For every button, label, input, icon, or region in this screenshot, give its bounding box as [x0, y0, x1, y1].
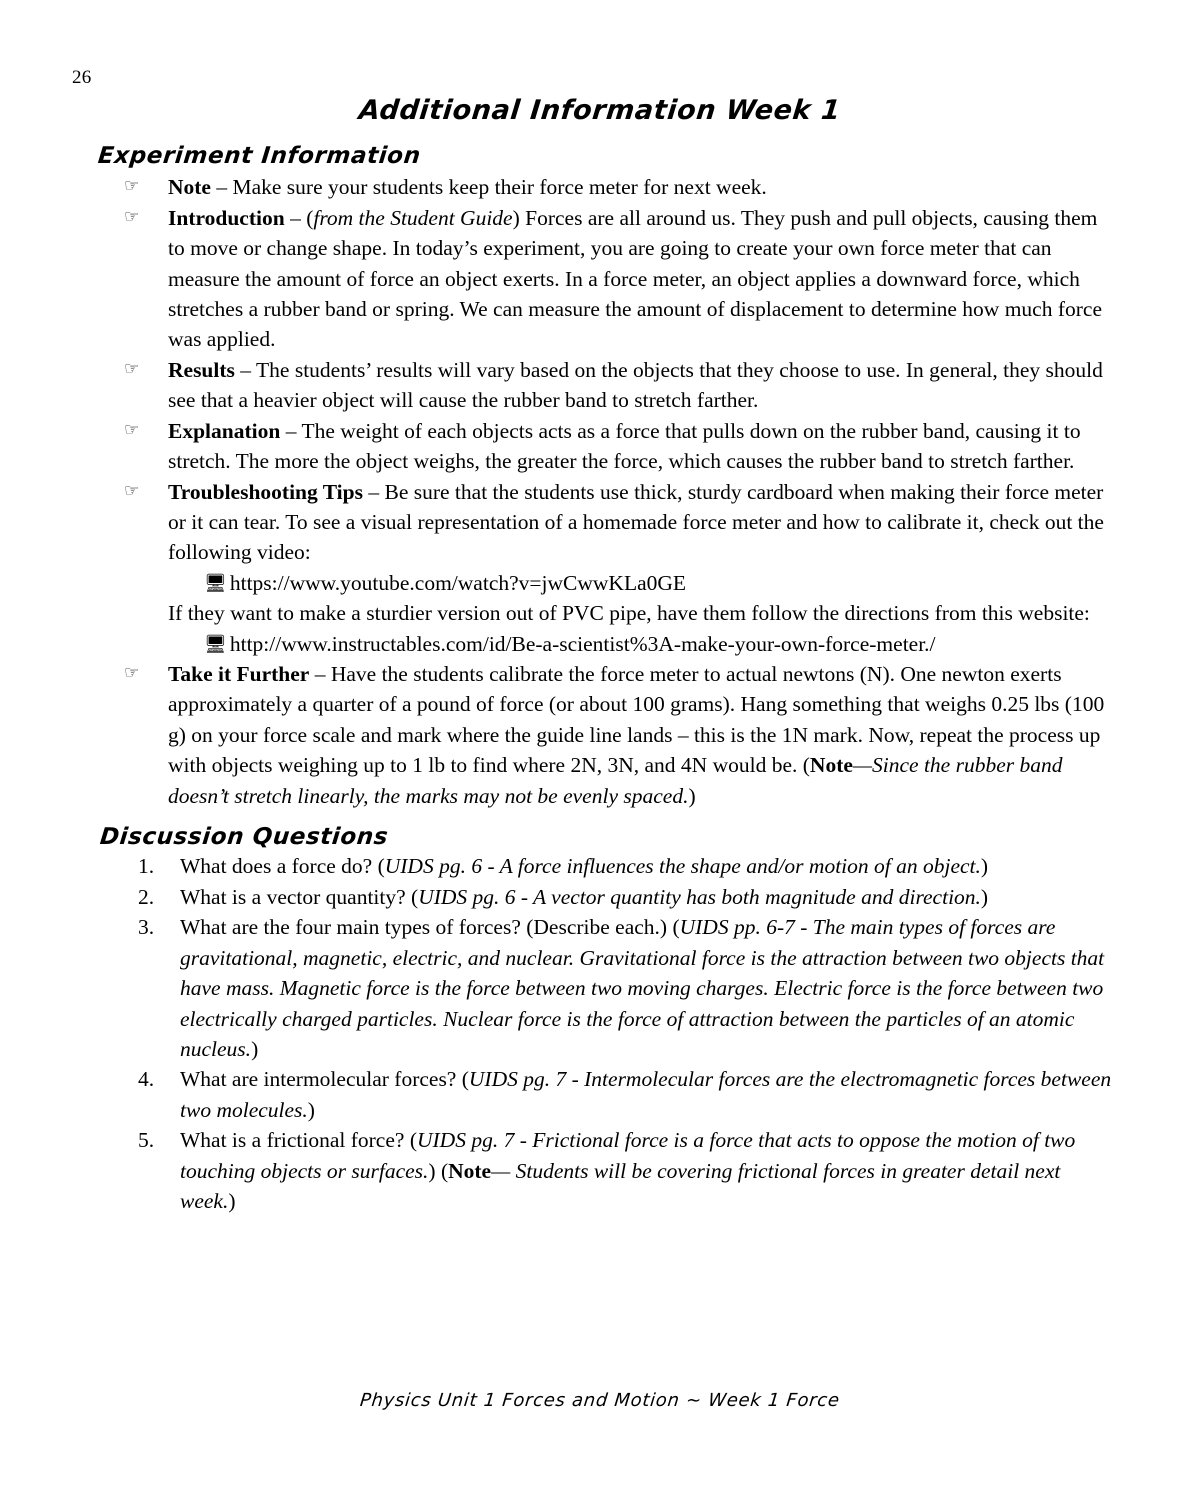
- troubleshooting-followup-paragraph: If they want to make a sturdier version out of PVC pipe, have them follow the directions from this website:: [168, 601, 1090, 626]
- computer-monitor-icon: 🖥: [204, 572, 227, 594]
- list-item-troubleshooting-tips: [96, 477, 1112, 568]
- question-5-text: What is a frictional force? (: [180, 1128, 417, 1153]
- page-title-text: Additional Information Week 1: [357, 95, 843, 126]
- website-link-line[interactable]: [96, 629, 1112, 659]
- experiment-information-list: [96, 172, 1112, 567]
- video-link-line[interactable]: [96, 568, 1112, 598]
- list-item-take-it-further-note-label: Note: [809, 753, 853, 778]
- list-item-introduction-dash: – (: [284, 205, 314, 230]
- list-item-question-1: [96, 851, 1112, 881]
- list-item-introduction-source: from the Student Guide: [313, 205, 513, 230]
- section-spacer: [96, 811, 1112, 824]
- list-item-question-5: [96, 1125, 1112, 1216]
- list-item-note: [96, 172, 1112, 202]
- question-5-citation: UIDS pg. 7 - Frictional force is a force that acts to oppose the motion of two touching objects or surfaces.: [180, 1128, 1076, 1183]
- list-item-take-it-further-dash: –: [309, 662, 331, 687]
- list-item-troubleshooting-label: Troubleshooting Tips: [168, 479, 363, 504]
- question-2-closing: ): [980, 884, 989, 909]
- video-url[interactable]: https://www.youtube.com/watch?v=jwCwwKLa0GE: [229, 570, 687, 595]
- question-5-note-italic: — Students will be covering frictional forces in greater detail next week.: [180, 1158, 1061, 1214]
- question-5-note-label: Note: [448, 1158, 492, 1183]
- list-item-question-3: [96, 912, 1112, 1064]
- list-item-question-4: [96, 1064, 1112, 1125]
- list-item-results-dash: –: [234, 357, 257, 382]
- list-item-troubleshooting-body: Be sure that the students use thick, sturdy cardboard when making their force meter or it can tear. To see a visual representation of a homemade force meter and how to calibrate it, check out the following video:: [168, 479, 1104, 565]
- question-3-citation: UIDS pp. 6-7 - The main types of forces are gravitational, magnetic, electric, and nuclear. Gravitational force is the attraction between two objects that have mass. Magnetic force is the force between two moving charges. Electric force is the force between two electrically charged particles. Nuclear force is the force of attraction between the particles of an atomic nucleus.: [180, 915, 1105, 1061]
- section-heading-experiment-information-text: Experiment Information: [96, 143, 423, 169]
- question-4-closing: ): [307, 1097, 315, 1122]
- page-title: [0, 96, 1200, 126]
- question-5-note-closing: ): [228, 1189, 236, 1214]
- question-4-text: What are intermolecular forces? (: [180, 1067, 469, 1092]
- section-heading-experiment-information: [98, 143, 1112, 169]
- list-item-explanation-body: The weight of each objects acts as a force that pulls down on the rubber band, causing it to stretch. The more the object weighs, the greater the force, which causes the rubber band to stretch farther.: [168, 418, 1081, 474]
- question-3-closing: ): [251, 1036, 259, 1061]
- list-item-explanation: [96, 416, 1112, 477]
- discussion-questions-list: [96, 851, 1112, 1216]
- list-item-note-body: Make sure your students keep their force meter for next week.: [232, 175, 767, 200]
- question-1-text: What does a force do? (: [180, 854, 385, 879]
- list-item-take-it-further-note-italic: —Since the rubber band doesn’t stretch linearly, the marks may not be evenly spaced.: [168, 753, 1063, 808]
- list-item-results: [96, 355, 1112, 416]
- page-number: 26: [72, 67, 92, 88]
- list-item-explanation-dash: –: [280, 418, 302, 443]
- list-item-note-label: Note: [168, 175, 211, 200]
- list-item-results-body: The students’ results will vary based on the objects that they choose to use. In general, they should see that a heavier object will cause the rubber band to stretch farther.: [168, 357, 1103, 413]
- list-item-explanation-label: Explanation: [168, 418, 281, 443]
- list-item-introduction-label: Introduction: [168, 205, 285, 230]
- document-content: [96, 143, 1112, 1217]
- question-4-citation: UIDS pg. 7 - Intermolecular forces are the electromagnetic forces between two molecules.: [180, 1067, 1112, 1122]
- page-footer: [0, 1390, 1200, 1412]
- section-heading-discussion-questions: [100, 824, 1112, 850]
- list-item-results-label: Results: [168, 357, 235, 382]
- question-3-text: What are the four main types of forces? (Describe each.) (: [180, 915, 680, 940]
- list-item-take-it-further: [96, 659, 1112, 811]
- computer-monitor-icon: 🖥: [204, 633, 227, 655]
- list-item-take-it-further-body1: Have the students calibrate the force meter to actual newtons (N). One newton exerts approximately a quarter of a pound of force (or about 100 grams). Hang something that weighs 0.25 lbs (100 g) on your force scale and mark where the guide line lands – this is the 1N mark. Now, repeat the process up with objects weighing up to 1 lb to find where 2N, 3N, and 4N would be. (: [168, 662, 1105, 778]
- experiment-information-list-continued: [96, 659, 1112, 811]
- pointing-hand-icon: ☞: [124, 176, 140, 197]
- website-url[interactable]: http://www.instructables.com/id/Be-a-scientist%3A-make-your-own-force-meter./: [229, 631, 936, 656]
- question-5-closing: ) (: [428, 1158, 449, 1183]
- question-1-citation: UIDS pg. 6 - A force influences the shape and/or motion of an object.: [384, 854, 981, 879]
- list-item-note-dash: –: [210, 175, 233, 200]
- list-item-take-it-further-label: Take it Further: [168, 662, 310, 687]
- list-item-introduction: [96, 203, 1112, 355]
- list-item-troubleshooting-dash: –: [362, 479, 385, 504]
- section-heading-discussion-questions-text: Discussion Questions: [98, 824, 390, 851]
- list-item-introduction-body: ) Forces are all around us. They push and pull objects, causing them to move or change shape. In today’s experiment, you are going to create your own force meter that can measure the amount of force an object exerts. In a force meter, an object applies a downward force, which stretches a rubber band or spring. We can measure the amount of displacement to determine how much force was applied.: [168, 205, 1102, 352]
- pointing-hand-icon: ☞: [124, 206, 140, 227]
- pointing-hand-icon: ☞: [124, 480, 140, 501]
- pointing-hand-icon: ☞: [124, 663, 140, 684]
- question-2-text: What is a vector quantity? (: [180, 884, 419, 909]
- pointing-hand-icon: ☞: [124, 419, 140, 440]
- page-footer-text: Physics Unit 1 Forces and Motion ~ Week 1 Force: [359, 1390, 841, 1411]
- list-item-take-it-further-body2: ): [688, 783, 696, 808]
- question-2-citation: UIDS pg. 6 - A vector quantity has both magnitude and direction.: [418, 884, 981, 909]
- list-item-question-2: [96, 882, 1112, 912]
- pointing-hand-icon: ☞: [124, 358, 140, 379]
- question-1-closing: ): [980, 854, 989, 879]
